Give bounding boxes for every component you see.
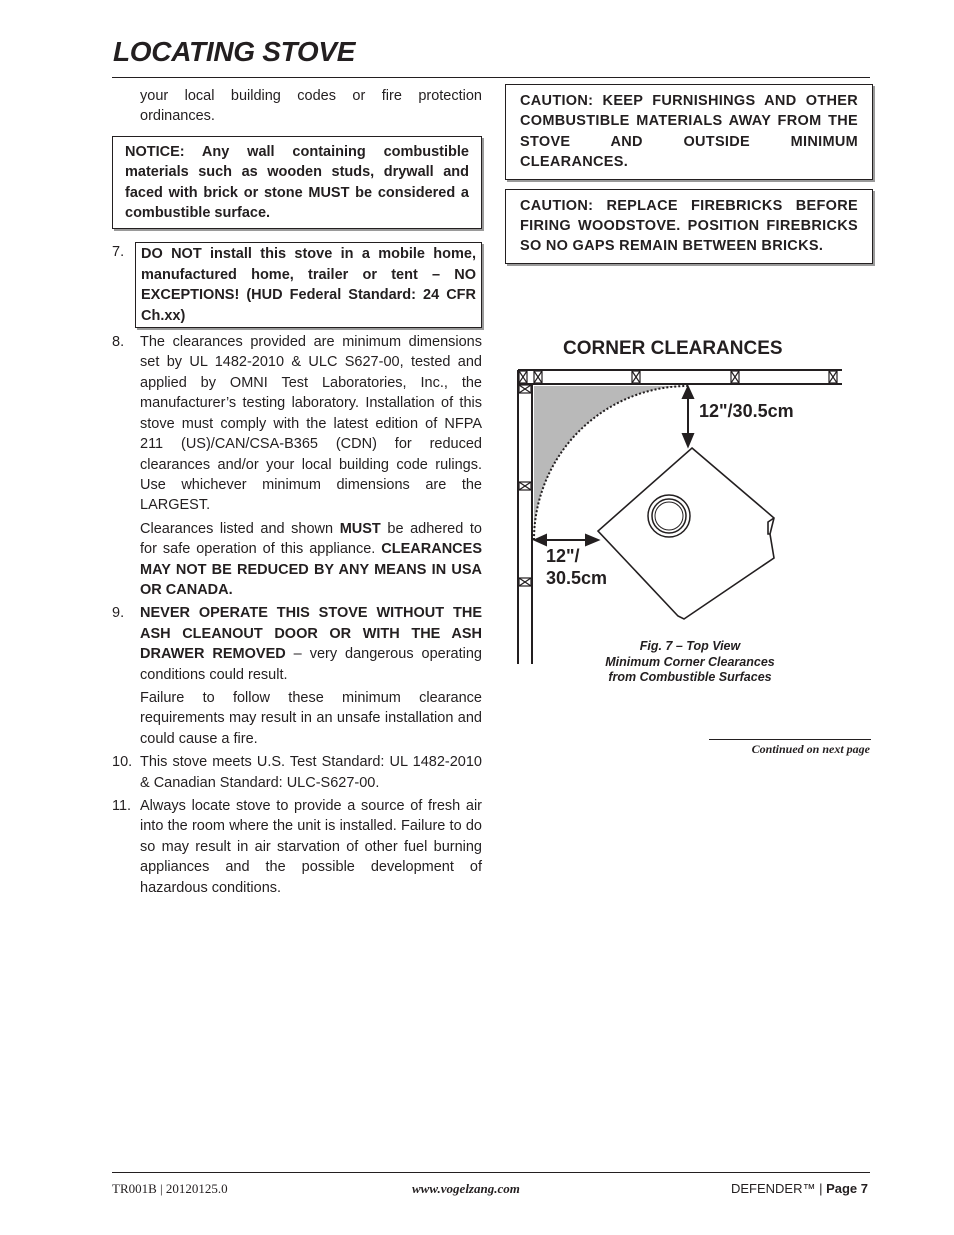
corner-clearance-diagram — [512, 362, 852, 672]
mobile-home-warning: DO NOT install this stove in a mobile home, manufactured home, trailer or tent – NO EXCEPTIONS! (HUD Federal Standard: 24 CFR Ch.xx) — [135, 242, 482, 328]
side-clearance-label-line1: 12"/ — [546, 546, 580, 566]
caution-firebricks-box: CAUTION: REPLACE FIREBRICKS BEFORE FIRING WOODSTOVE. POSITION FIREBRICKS SO NO GAPS REMAIN BETWEEN BRICKS. — [505, 189, 873, 264]
continued-rule — [709, 739, 871, 740]
notice-box: NOTICE: Any wall containing combustible materials such as wooden studs, drywall and faced with brick or stone MUST be considered a combustible surface. — [112, 136, 482, 230]
footer-doc-id: TR001B | 20120125.0 — [112, 1181, 228, 1196]
list-item-7 — [112, 242, 482, 328]
left-column — [112, 86, 482, 898]
item-text: NEVER OPERATE THIS STOVE WITHOUT THE ASH CLEANOUT DOOR OR WITH THE ASH DRAWER REMOVED – very dangerous operating conditions could result. — [140, 605, 482, 683]
item-number: 8. — [112, 334, 125, 351]
list-item-11 — [112, 796, 482, 898]
list-item-8 — [112, 332, 482, 516]
item-number: 10. — [112, 754, 133, 771]
intro-text: your local building codes or fire protection ordinances. — [140, 88, 482, 125]
item-number: 11. — [112, 798, 132, 814]
footer-website: www.vogelzang.com — [412, 1181, 520, 1196]
item-number: 9. — [112, 605, 125, 622]
side-wall — [518, 370, 532, 664]
stud-markers-top — [519, 371, 837, 383]
page-title: LOCATING STOVE — [113, 36, 356, 67]
item-text: Always locate stove to provide a source of fresh air into the room where the unit is installed. Failure to do so may result in air starvation of other fuel burning appliances and the possible development of hazardous conditions. — [140, 798, 482, 896]
footer-page: DEFENDER™ | Page 7 — [730, 1181, 868, 1196]
list-item-10 — [112, 752, 482, 793]
stud-markers-side — [519, 385, 531, 586]
top-clearance-label: 12"/30.5cm — [699, 401, 794, 421]
top-dimension-arrow — [683, 387, 693, 446]
figure-caption: Fig. 7 – Top View Minimum Corner Clearances from Combustible Surfaces — [605, 639, 775, 684]
left-dimension-arrow — [535, 535, 598, 545]
header-rule — [112, 77, 870, 78]
right-column — [505, 84, 873, 264]
stove — [598, 448, 774, 619]
caution-furnishings-box: CAUTION: KEEP FURNISHINGS AND OTHER COMBUSTIBLE MATERIALS AWAY FROM THE STOVE AND OUTSIDE MINIMUM CLEARANCES. — [505, 84, 873, 180]
footer-rule — [112, 1172, 870, 1173]
figure-title: CORNER CLEARANCES — [563, 338, 783, 359]
failure-note: Failure to follow these minimum clearance requirements may result in an unsafe installation and could cause a fire. — [140, 689, 482, 747]
list-item-9 — [112, 603, 482, 685]
continued-note: Continued on next page — [751, 742, 870, 756]
item-text: This stove meets U.S. Test Standard: UL 1482-2010 & Canadian Standard: ULC-S627-00. — [140, 754, 482, 791]
item-text: The clearances provided are minimum dimensions set by UL 1482-2010 & ULC S627-00, tested and applied by OMNI Test Laboratories, Inc., the manufacturer’s testing laboratory. Installation of this stove must comply with the latest edition of NFPA 211 (US)/CAN/CSA-B365 (CDN) for reduced clearances and/or your local building code rulings. Use whichever minimum dimensions are the LARGEST. — [140, 334, 482, 514]
item-number: 7. — [112, 244, 125, 261]
clearance-note: Clearances listed and shown MUST be adhered to for safe operation of this appliance. CLEARANCES MAY NOT BE REDUCED BY ANY MEANS IN USA OR CANADA. — [140, 520, 482, 598]
side-clearance-label-line2: 30.5cm — [546, 568, 608, 588]
back-wall — [518, 370, 842, 384]
